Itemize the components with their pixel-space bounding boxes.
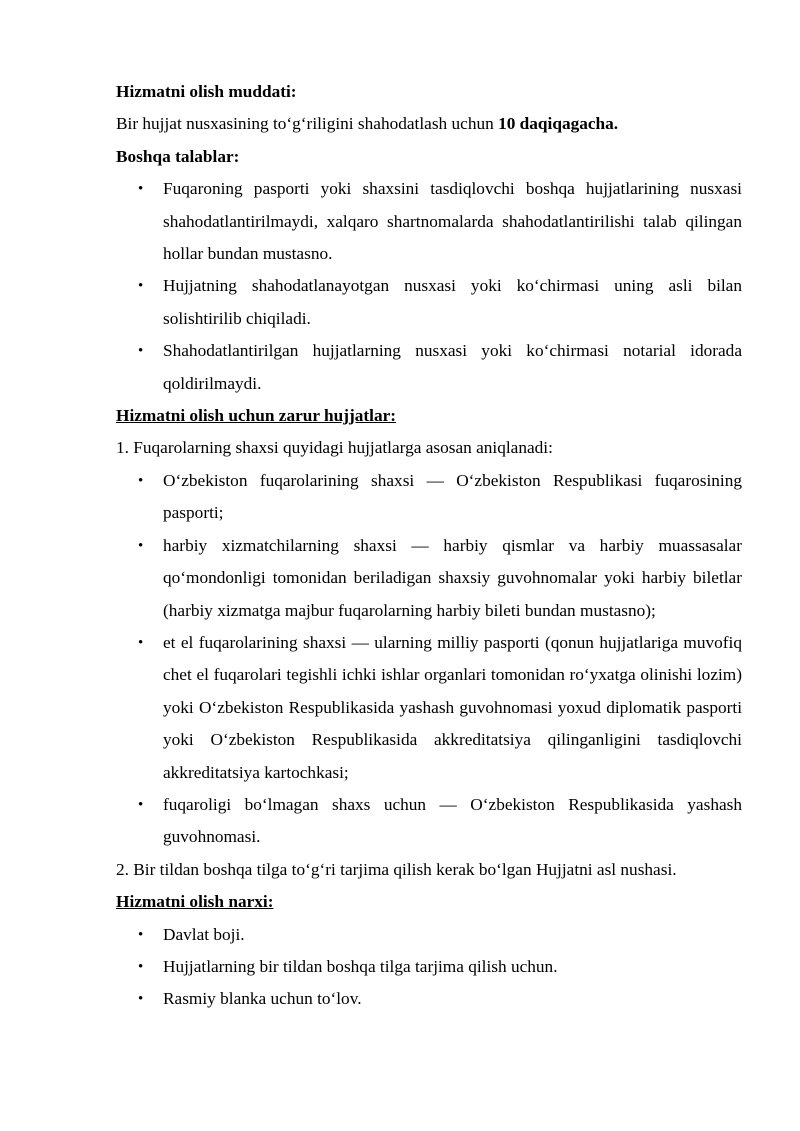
price-heading: Hizmatni olish narxi: — [116, 892, 274, 912]
bullet-icon: • — [138, 278, 144, 295]
bullet-icon: • — [138, 537, 144, 554]
required-documents-heading: Hizmatni olish uchun zarur hujjatlar: — [116, 406, 397, 426]
duration-text — [116, 108, 742, 140]
list-item — [116, 335, 742, 400]
list-item — [116, 530, 742, 627]
list-item — [116, 173, 742, 270]
bullet-icon: • — [138, 958, 144, 975]
duration-heading: Hizmatni olish muddati: — [116, 82, 297, 101]
list-item — [116, 789, 742, 854]
list-item-text: fuqaroligi bo‘lmagan shaxs uchun — O‘zbekiston Respublikasida yashash guvohnomasi. — [163, 794, 742, 847]
list-item-text: Davlat boji. — [163, 924, 245, 944]
document-page — [116, 76, 742, 1016]
list-item-text: Fuqaroning pasporti yoki shaxsini tasdiqlovchi boshqa hujjatlarining nusxasi shahodatlantirilmaydi, xalqaro shartnomalarda shahodatlantirilishi talab qilingan hollar bundan mustasno. — [163, 179, 742, 264]
other-requirements-list — [116, 173, 742, 400]
list-item — [116, 951, 742, 983]
duration-text-prefix: Bir hujjat nusxasining to‘g‘riligini shahodatlash uchun — [116, 114, 499, 134]
price-list — [116, 919, 742, 1016]
other-requirements-heading: Boshqa talablar: — [116, 146, 240, 166]
list-item-text: Hujjatning shahodatlanayotgan nusxasi yoki ko‘chirmasi uning asli bilan solishtirilib chiqiladi. — [163, 276, 742, 328]
identity-documents-list — [116, 465, 742, 854]
list-item — [116, 465, 742, 530]
list-item-text: Rasmiy blanka uchun to‘lov. — [163, 989, 362, 1009]
bullet-icon: • — [138, 991, 144, 1008]
list-item-text: O‘zbekiston fuqarolarining shaxsi — O‘zbekiston Respublikasi fuqarosining pasporti; — [163, 470, 742, 523]
list-item — [116, 270, 742, 335]
list-item — [116, 983, 742, 1015]
list-item-text: et el fuqarolarining shaxsi — ularning milliy pasporti (qonun hujjatlariga muvofiq chet el fuqarolari tegishli ichki ishlar organlari tomonidan ro‘yxatga olinishi lozim) yoki O‘zbekiston Respublikasida yashash guvohnomasi yoxud diplomatik pasporti yoki O‘zbekiston Respublikasida akkreditatsiya qilinganligini tasdiqlovchi akkreditatsiya kartochkasi; — [163, 632, 742, 782]
bullet-icon: • — [138, 926, 144, 943]
required-documents-point-2: 2. Bir tildan boshqa tilga to‘g‘ri tarjima qilish kerak bo‘lgan Hujjatni asl nushasi. — [116, 859, 677, 879]
list-item — [116, 919, 742, 951]
required-documents-point-1: 1. Fuqarolarning shaxsi quyidagi hujjatlarga asosan aniqlanadi: — [116, 438, 553, 458]
bullet-icon: • — [138, 796, 144, 813]
bullet-icon: • — [138, 472, 144, 489]
list-item — [116, 627, 742, 789]
list-item-text: Hujjatlarning bir tildan boshqa tilga tarjima qilish uchun. — [163, 956, 558, 976]
duration-text-bold: 10 daqiqagacha. — [498, 114, 619, 134]
list-item-text: Shahodatlantirilgan hujjatlarning nusxasi yoki ko‘chirmasi notarial idorada qoldirilmaydi. — [163, 341, 742, 393]
bullet-icon: • — [138, 181, 144, 198]
bullet-icon: • — [138, 343, 144, 360]
list-item-text: harbiy xizmatchilarning shaxsi — harbiy qismlar va harbiy muassasalar qo‘mondonligi tomonidan beriladigan shaxsiy guvohnomalar yoki harbiy biletlar (harbiy xizmatga majbur fuqarolarning harbiy bileti bundan mustasno); — [163, 535, 742, 620]
bullet-icon: • — [138, 634, 144, 651]
